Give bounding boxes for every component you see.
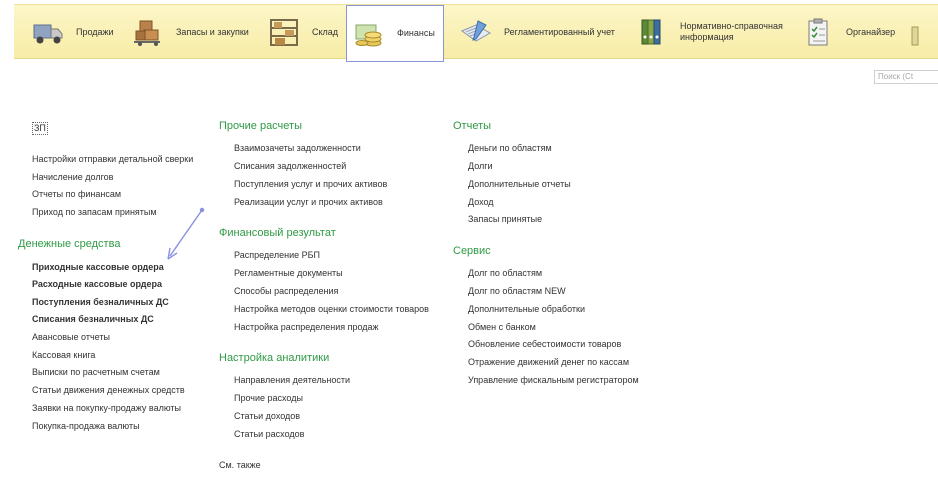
group-reports-title: Отчеты — [453, 120, 492, 132]
link-rbp-distribution[interactable]: Распределение РБП — [234, 250, 320, 260]
link-noncash-receipts[interactable]: Поступления безналичных ДС — [32, 297, 169, 307]
document-pen-icon — [460, 17, 492, 47]
link-additional-reports[interactable]: Дополнительные отчеты — [468, 179, 571, 189]
group-other-settlements-title: Прочие расчеты — [219, 120, 302, 132]
link-debt-offsets[interactable]: Взаимозачеты задолженности — [234, 143, 361, 153]
link-noncash-writeoffs[interactable]: Списания безналичных ДС — [32, 314, 154, 324]
link-currency-exchange[interactable]: Покупка-продажа валюты — [32, 421, 140, 431]
link-services-sales[interactable]: Реализации услуг и прочих активов — [234, 197, 383, 207]
link-regulatory-documents[interactable]: Регламентные документы — [234, 268, 343, 278]
link-distribution-methods[interactable]: Способы распределения — [234, 286, 339, 296]
link-received-stock[interactable]: Запасы принятые — [468, 214, 543, 224]
link-additional-processing[interactable]: Дополнительные обработки — [468, 304, 585, 314]
link-currency-requests[interactable]: Заявки на покупку-продажу валюты — [32, 403, 182, 413]
clipboard-icon — [802, 17, 834, 47]
section-warehouse[interactable] — [262, 11, 346, 53]
link-received-stock-income[interactable]: Приход по запасам принятым — [32, 207, 157, 217]
group-analytics-settings-title: Настройка аналитики — [219, 352, 330, 364]
section-stock-purchases[interactable] — [126, 11, 262, 53]
link-sales-distribution-settings[interactable]: Настройка распределения продаж — [234, 322, 379, 332]
link-bank-exchange[interactable]: Обмен с банком — [468, 322, 536, 332]
link-bank-statements[interactable]: Выписки по расчетным счетам — [32, 367, 160, 377]
binders-icon — [636, 17, 668, 47]
truck-icon — [32, 17, 64, 47]
section-sales[interactable] — [26, 11, 126, 53]
section-finance[interactable] — [346, 5, 444, 62]
link-other-expenses[interactable]: Прочие расходы — [234, 393, 303, 403]
link-cashflow-items[interactable]: Статьи движения денежных средств — [32, 385, 185, 395]
link-services-receipts[interactable]: Поступления услуг и прочих активов — [234, 179, 388, 189]
warehouse-shelf-icon — [268, 17, 300, 47]
link-income[interactable]: Доход — [468, 197, 494, 207]
group-cash-title: Денежные средства — [18, 238, 121, 250]
link-cash-book[interactable]: Кассовая книга — [32, 350, 96, 360]
link-detail-reconciliation-settings[interactable]: Настройки отправки детальной сверки — [32, 154, 194, 164]
section-label: Запасы и закупки — [176, 26, 249, 37]
section-label: Регламентированный учет — [504, 26, 615, 37]
link-debt-writeoffs[interactable]: Списания задолженностей — [234, 161, 347, 171]
link-fiscal-register-control[interactable]: Управление фискальным регистратором — [468, 375, 639, 385]
link-debts[interactable]: Долги — [468, 161, 493, 171]
link-income-items[interactable]: Статьи доходов — [234, 411, 301, 421]
search-input[interactable]: Поиск (Ct — [874, 70, 938, 84]
link-advance-reports[interactable]: Авансовые отчеты — [32, 332, 110, 342]
section-label: Склад — [312, 26, 339, 37]
see-also-link[interactable]: См. также — [219, 460, 261, 470]
link-debt-by-region[interactable]: Долг по областям — [468, 268, 543, 278]
section-regulated-accounting[interactable] — [454, 11, 630, 53]
group-service-title: Сервис — [453, 245, 491, 257]
link-finance-reports[interactable]: Отчеты по финансам — [32, 189, 122, 199]
boxes-cart-icon — [132, 17, 164, 47]
link-cash-movements-reflection[interactable]: Отражение движений денег по кассам — [468, 357, 630, 367]
link-cash-receipt-orders[interactable]: Приходные кассовые ордера — [32, 262, 164, 272]
link-cost-update[interactable]: Обновление себестоимости товаров — [468, 339, 622, 349]
link-expense-items[interactable]: Статьи расходов — [234, 429, 305, 439]
link-cash-expense-orders[interactable]: Расходные кассовые ордера — [32, 279, 163, 289]
link-debt-accrual[interactable]: Начисление долгов — [32, 172, 114, 182]
link-valuation-methods-settings[interactable]: Настройка методов оценки стоимости товаров — [234, 304, 429, 314]
annotation-arrow — [160, 204, 210, 262]
section-label: Финансы — [397, 28, 435, 38]
section-label: Органайзер — [846, 26, 896, 37]
section-label: Нормативно-справочная информация — [680, 21, 783, 42]
link-money-by-region[interactable]: Деньги по областям — [468, 143, 552, 153]
zp-link[interactable]: ЗП — [34, 123, 46, 133]
section-reference-info[interactable] — [630, 11, 796, 53]
more-sections-icon[interactable] — [910, 25, 920, 49]
sections-toolbar — [14, 4, 938, 59]
group-financial-result-title: Финансовый результат — [219, 227, 336, 239]
coins-icon — [353, 19, 385, 49]
link-debt-by-region-new[interactable]: Долг по областям NEW — [468, 286, 566, 296]
link-business-directions[interactable]: Направления деятельности — [234, 375, 351, 385]
section-label: Продажи — [76, 26, 114, 37]
section-organizer[interactable] — [796, 11, 896, 53]
